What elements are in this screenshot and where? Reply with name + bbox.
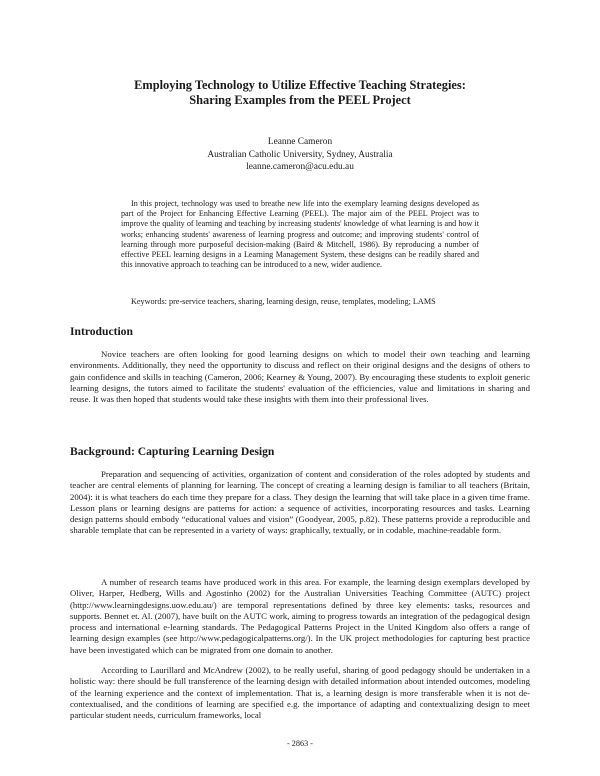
author-email: leanne.cameron@acu.edu.au xyxy=(246,162,354,172)
background-paragraph-3: According to Laurillard and McAndrew (2002), to be really useful, sharing of good pedagogy should be undertaken in a holistic way: there should be full transference of the learning design with detailed information about intended outcomes, modeling of the learning experience and the context of implementation. That is, a learning design is more transferable when it is not de-contextualised, and the conditions of learning are specified e.g. the importance of adapting and contextualizing design to meet particular student needs, curriculum frameworks, local xyxy=(70,665,530,721)
abstract: In this project, technology was used to breathe new life into the exemplary learning designs developed as part of the Project for Enhancing Effective Learning (PEEL). The major aim of the PEEL Project was to improve the quality of learning and teaching by increasing students' knowledge of what learning is and how it works; enhancing students' awareness of learning progress and outcome; and improving students' control of learning through more purposeful decision-making (Baird & Mitchell, 1986). By reproducing a number of effective PEEL learning designs in a Learning Management System, these designs can be readily shared and this innovative approach to teaching can be introduced to a new, wider audience. xyxy=(121,199,479,270)
title-line-2: Sharing Examples from the PEEL Project xyxy=(189,93,411,107)
section-heading-introduction: Introduction xyxy=(70,325,133,338)
keywords-label: Keywords: xyxy=(131,297,167,306)
keywords xyxy=(131,297,479,307)
page-number: - 2863 - xyxy=(287,739,313,748)
introduction-paragraph: Novice teachers are often looking for good learning designs on which to model their own teaching and learning environments. Additionally, they need the opportunity to discuss and reflect on their original designs and the designs of others to gain confidence and skills in teaching (Cameron, 2006; Kearney & Young, 2007). By encouraging these students to exploit generic learning designs, the tutors aimed to facilitate the students' evaluation of the efficiencies, value and limitations in sharing and reuse. It was then hoped that students would take these insights with them into their professional lives. xyxy=(70,349,530,405)
keywords-list: pre-service teachers, sharing, learning design, reuse, templates, modeling; LAMS xyxy=(168,297,436,306)
author-block xyxy=(100,136,500,174)
paper-title xyxy=(60,78,540,108)
author-affiliation: Australian Catholic University, Sydney, Australia xyxy=(207,149,393,160)
section-heading-background: Background: Capturing Learning Design xyxy=(70,445,275,458)
background-paragraph-1: Preparation and sequencing of activities, organization of content and consideration of the roles adopted by students and teacher are central elements of planning for learning. The concept of creating a learning design is familiar to all teachers (Britain, 2004): it is what teachers do each time they prepare for a class. They design the learning that will take place in a given time frame. Lesson plans or learning designs are patterns for action: a sequence of activities, incorporating resources and tasks. Learning design patterns should embody “educational values and vision” (Goodyear, 2005, p.82). These patterns provide a reproducible and sharable template that can be represented in a variety of ways: graphically, textually, or in codable, machine-readable form. xyxy=(70,469,530,536)
title-line-1: Employing Technology to Utilize Effective Teaching Strategies: xyxy=(134,78,466,92)
author-name: Leanne Cameron xyxy=(267,137,333,147)
background-paragraph-2: A number of research teams have produced work in this area. For example, the learning design exemplars developed by Oliver, Harper, Hedberg, Wills and Agostinho (2002) for the Australian Universities Teaching Committee (AUTC) project (http://www.learningdesigns.uow.edu.au/) are temporal representations defined by three key elements: tasks, resources and supports. Bennet et. Al. (2007), have built on the AUTC work, aiming to progress towards an integration of the pedagogical design process and international e-learning standards. The Pedagogical Patterns Project in the United Kingdom also offers a range of learning design examples (see http://www.pedagogicalpatterns.org/). In the UK project methodologies for capturing best practice have been investigated which can be migrated from one domain to another. xyxy=(70,577,530,655)
